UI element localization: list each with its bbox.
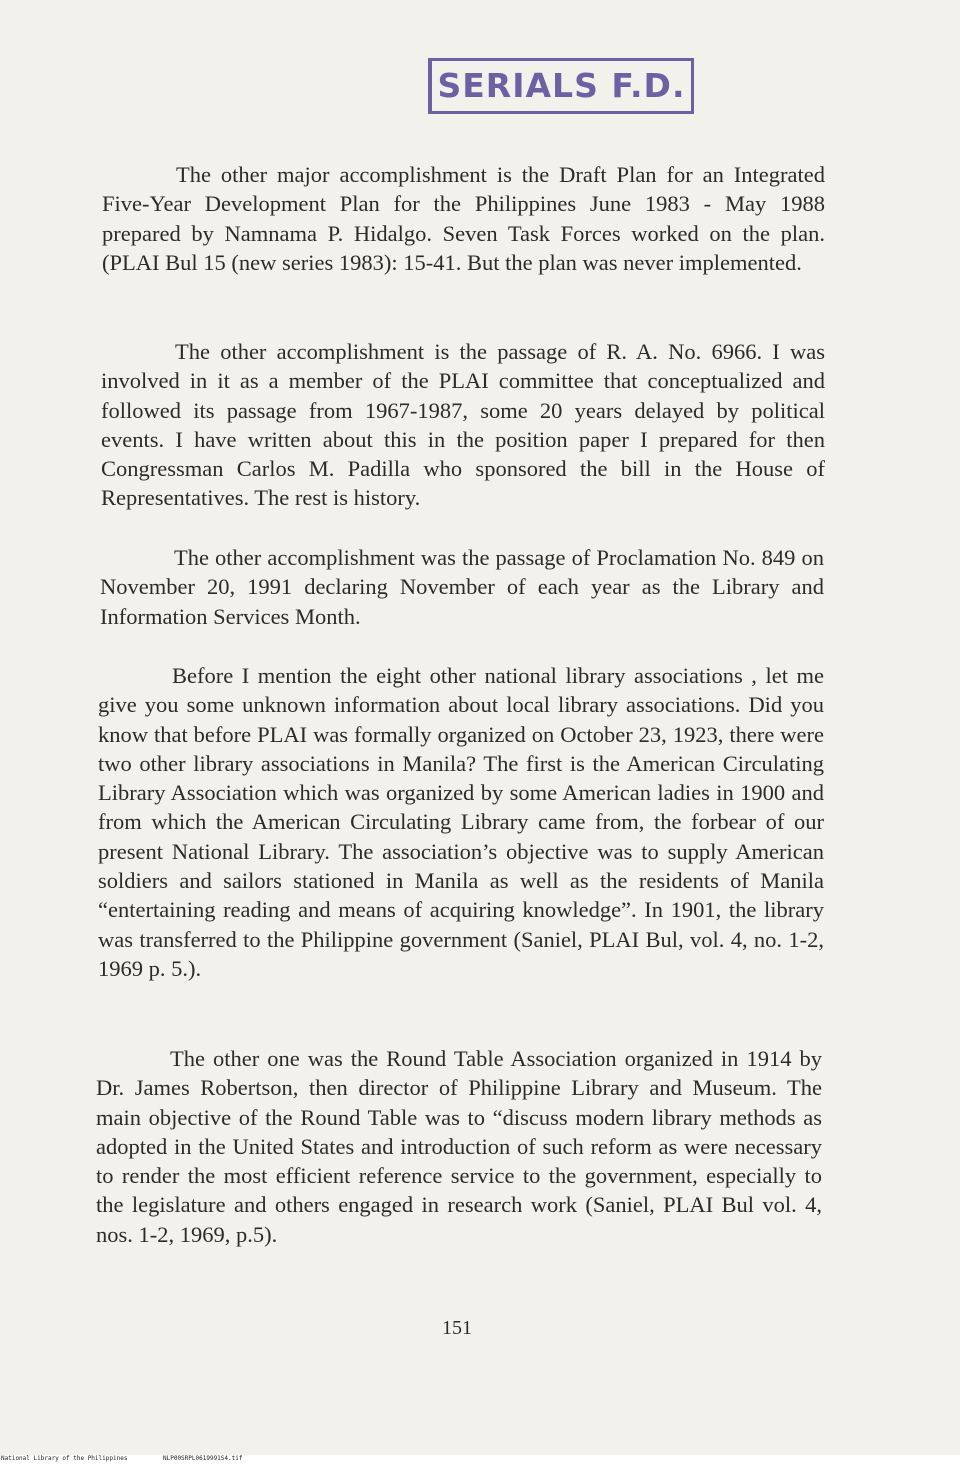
paragraph-local-library-associations: Before I mention the eight other national library associations , let me give you some unknown information about local library associations. Did you know that before PLAI was formally organized on October 23, 1923, there were two other library associations in Manila? The first is the American Circulating Library Association which was organized by some American ladies in 1900 and from which the American Circulating Library came from, the forbear of our present National Library. The association’s objective was to supply American soldiers and sailors stationed in Manila as well as the residents of Manila “entertaining reading and means of acquiring knowledge”. In 1901, the library was transferred to the Philippine government (Saniel, PLAI Bul, vol. 4, no. 1-2, 1969 p. 5.).: [98, 663, 824, 981]
paragraph-ra-6966: The other accomplishment is the passage of R. A. No. 6966. I was involved in it as a member of the PLAI committee that conceptualized and followed its passage from 1967-1987, some 20 years delayed by political events. I have written about this in the position paper I prepared for then Congressman Carlos M. Padilla who sponsored the bill in the House of Representatives. The rest is history.: [101, 339, 825, 511]
paragraph-proclamation-849: The other accomplishment was the passage of Proclamation No. 849 on November 20, 1991 declaring November of each year as the Library and Information Services Month.: [100, 545, 824, 629]
paragraph-round-table-association: The other one was the Round Table Association organized in 1914 by Dr. James Robertson, then director of Philippine Library and Museum. The main objective of the Round Table was to “discuss modern library methods as adopted in the United States and introduction of such reform as were necessary to render the most efficient reference service to the government, especially to the legislature and others engaged in research work (Saniel, PLAI Bul vol. 4, nos. 1-2, 1969, p.5).: [96, 1046, 822, 1247]
paragraph-draft-plan: The other major accomplishment is the Draft Plan for an Integrated Five-Year Development Plan for the Philippines June 1983 - May 1988 prepared by Namnama P. Hidalgo. Seven Task Forces worked on the plan. (PLAI Bul 15 (new series 1983): 15-41. But the plan was never implemented.: [102, 162, 825, 275]
footer-filename: NLP00SRPL0619991S4.tif: [163, 1455, 243, 1462]
scan-footer: [0, 1455, 960, 1463]
footer-source: National Library of the Philippines: [1, 1455, 128, 1462]
serials-stamp: SERIALS F.D.: [428, 58, 694, 114]
page-number: 151: [442, 1317, 472, 1339]
